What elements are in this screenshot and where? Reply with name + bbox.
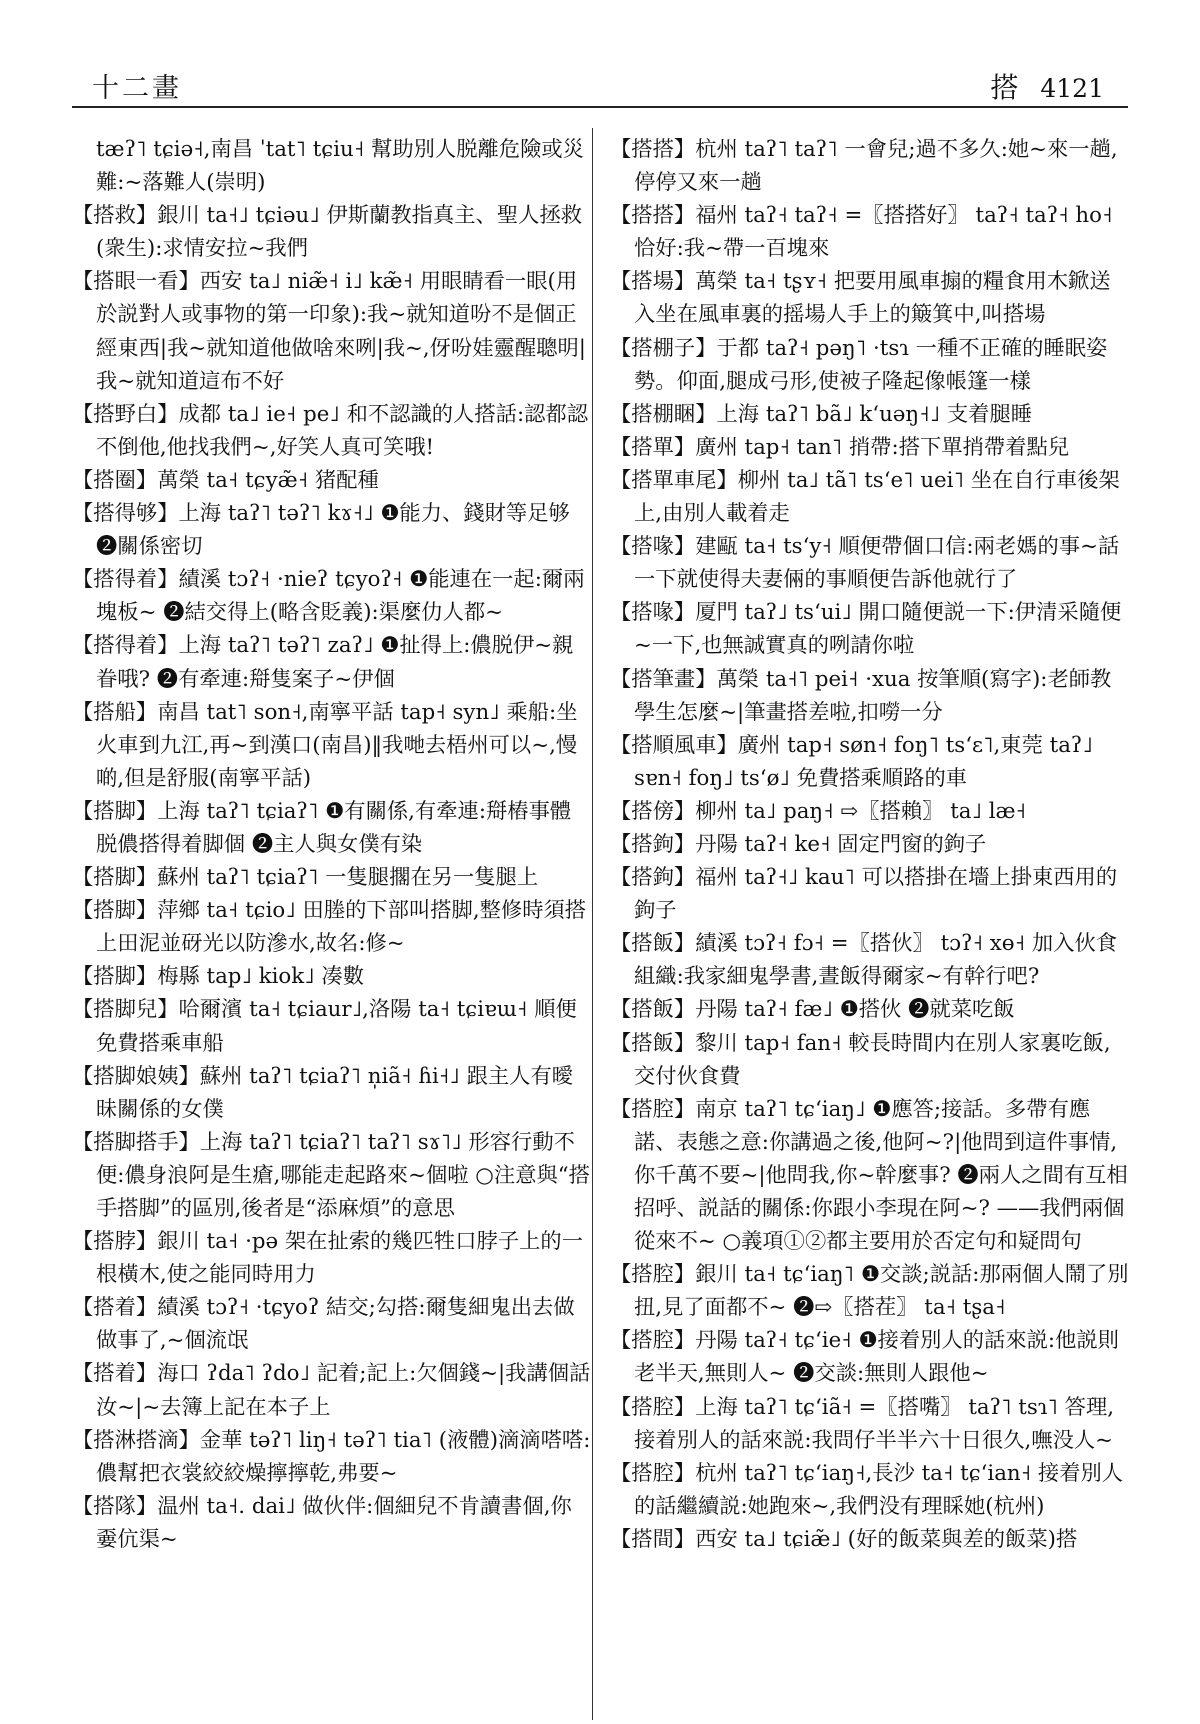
dictionary-entry: 【搭脚】萍鄉 ta˧ tɕio˩ 田塍的下部叫搭脚,整修時須搭上田泥並砑光以防滲水,故名:修~	[72, 898, 587, 957]
left-column	[72, 133, 592, 1556]
dictionary-entry: 【搭着】海口 ʔda˥ ʔdo˩ 記着;記上:欠個錢~|我講個話汝~|~去簿上記在本子上	[72, 1361, 591, 1420]
dictionary-entry: 【搭得着】上海 taʔ˥ təʔ˥ zaʔ˩ ❶扯得上:儂脱伊~親眷哦? ❷有牽連:搿隻案子~伊個	[72, 633, 574, 692]
dictionary-entry: tæʔ˥ tɕiə˧,南昌 ˈtat˥ tɕiu˧ 幫助別人脱離危險或災難:~落難人(崇明)	[96, 137, 584, 196]
dictionary-entry: 【搭腔】丹陽 taʔ˧ tɕʻie˧ ❶接着別人的話來説:他説則老半天,無則人~ ❷交談:無則人跟他~	[610, 1328, 1119, 1387]
dictionary-entry: 【搭脚搭手】上海 taʔ˥ tɕiaʔ˥ taʔ˥ sɤ˥˩ 形容行動不便:儂身浪阿是生瘡,哪能走起路來~個啦 ○注意與“搭手搭脚”的區別,後者是“添麻煩”的意思	[72, 1129, 590, 1221]
dictionary-entry: 【搭飯】黎川 tap˧ fan˧ 較長時間内在別人家裏吃飯,交付伙食費	[610, 1030, 1111, 1089]
dictionary-entry: 【搭單車尾】柳州 ta˩ tã˥ tsʻe˥ uei˥ 坐在自行車後架上,由別人載着走	[610, 467, 1120, 527]
dictionary-entry: 【搭着】績溪 tɔʔ˧ ·tɕyoʔ 結交;勾搭:爾隻細鬼出去做做事了,~個流氓	[72, 1295, 575, 1354]
dictionary-entry: 【搭順風車】廣州 tap˧ søn˧ foŋ˥ tsʻɛ˥,東莞 taʔ˩ sɐn˧ foŋ˩ tsʻø˩ 免費搭乘順路的車	[610, 732, 1093, 791]
page-header	[990, 66, 1104, 106]
dictionary-entry: 【搭淋搭滴】金華 təʔ˥ liŋ˧ təʔ˥ tia˥ (液體)滴滴嗒嗒:儂幫把衣裳絞絞燥擰擰乾,弗要~	[72, 1427, 591, 1486]
header-character: 搭	[990, 71, 1019, 104]
dictionary-entry: 【搭搭】杭州 taʔ˥ taʔ˥ 一會兒;過不多久:她~來一趟,停停又來一趟	[610, 137, 1118, 196]
dictionary-entry: 【搭喙】建甌 ta˧ tsʻy˧ 順便帶個口信:兩老媽的事~話一下就使得夫妻倆的事順便告訴他就行了	[610, 534, 1120, 593]
dictionary-entry: 【搭脚娘姨】蘇州 taʔ˥ tɕiaʔ˥ n̩iã˧ ɦi˧˩ 跟主人有曖昧關係的女僕	[72, 1063, 574, 1122]
dictionary-entry: 【搭棚睏】上海 taʔ˥ bã˩ kʻuəŋ˧˩ 支着腿睡	[610, 401, 1033, 427]
dictionary-entry: 【搭腔】南京 taʔ˥ tɕʻiaŋ˩ ❶應答;接話。多帶有應諾、表態之意:你講過之後,他阿~?|他問到這件事情,你千萬不要~|他問我,你~幹麼事? ❷兩人之間有互相招呼、説話的關係:你跟小李現在阿~? ——我們兩個從來不~ ○義項①②都主要用於否定句和疑問句	[610, 1096, 1128, 1255]
dictionary-entry: 【搭得够】上海 taʔ˥ təʔ˥ kɤ˧˩ ❶能力、錢財等足够 ❷關係密切	[72, 501, 570, 560]
dictionary-entry: 【搭腔】銀川 ta˧ tɕʻiaŋ˥ ❶交談;説話:那兩個人鬧了別扭,見了面都不~ ❷⇨〖搭茬〗 ta˧ tʂa˧	[610, 1262, 1129, 1321]
dictionary-entry: 【搭棚子】于都 taʔ˧ pəŋ˥ ·tsɿ 一種不正確的睡眠姿勢。仰面,腿成弓形,使被子隆起像帳篷一樣	[610, 335, 1108, 394]
dictionary-entry: 【搭脖】銀川 ta˧ ·pə 架在扯索的幾匹牲口脖子上的一根橫木,使之能同時用力	[72, 1229, 584, 1288]
dictionary-entry: 【搭傍】柳州 ta˩ paŋ˧ ⇨〖搭賴〗 ta˩ læ˧	[610, 798, 1027, 824]
dictionary-entry: 【搭脚】梅縣 tap˩ kiok˩ 凑數	[72, 964, 365, 990]
column-divider	[592, 128, 593, 1720]
dictionary-entry: 【搭筆畫】萬榮 ta˧˥ pei˧ ·xua 按筆順(寫字):老師教學生怎麼~|筆畫搭差啦,扣嘮一分	[610, 666, 1112, 725]
dictionary-entry: 【搭脚】上海 taʔ˥ tɕiaʔ˥ ❶有關係,有牽連:搿樁事體脱儂搭得着脚個 ❷主人與女僕有染	[72, 798, 572, 857]
dictionary-entry: 【搭間】西安 ta˩ tɕiæ̃˩ (好的飯菜與差的飯菜)搭	[610, 1526, 1078, 1552]
dictionary-entry: 【搭救】銀川 ta˧˩ tɕiəu˩ 伊斯蘭教指真主、聖人拯救(衆生):求情安拉~我們	[72, 203, 583, 262]
dictionary-entry: 【搭腔】杭州 taʔ˥ tɕʻiaŋ˧,長沙 ta˧ tɕʻian˧ 接着別人的話繼續説:她跑來~,我們没有理睬她(杭州)	[610, 1460, 1124, 1519]
dictionary-entry: 【搭脚兒】哈爾濱 ta˧ tɕiaur˩,洛陽 ta˧ tɕiɐɯ˧ 順便免費搭乘車船	[72, 997, 577, 1056]
dictionary-entry: 【搭脚】蘇州 taʔ˥ tɕiaʔ˥ 一隻腿擱在另一隻腿上	[72, 865, 539, 891]
dictionary-entry: 【搭飯】丹陽 taʔ˧ fæ˩ ❶搭伙 ❷就菜吃飯	[610, 997, 1015, 1023]
dictionary-entry: 【搭隊】温州 ta˧. dai˩ 做伙伴:個細兒不肯讀書個,你嫑伉渠~	[72, 1493, 572, 1552]
dictionary-entry: 【搭單】廣州 tap˧ tan˥ 捎帶:搭下單捎帶着點兒	[610, 434, 1070, 460]
dictionary-entry: 【搭鉤】福州 taʔ˧˩ kau˥ 可以搭掛在墻上掛東西用的鉤子	[610, 865, 1118, 924]
dictionary-entry: 【搭鉤】丹陽 taʔ˧ ke˧ 固定門窗的鉤子	[610, 831, 987, 857]
dictionary-entry: 【搭飯】績溪 tɔʔ˧ fɔ˧ =〖搭伙〗 tɔʔ˧ xɵ˧ 加入伙食組織:我家細鬼學書,晝飯得爾家~有幹行吧?	[610, 931, 1118, 990]
dictionary-entry: 【搭腔】上海 taʔ˥ tɕʻiã˧ =〖搭嘴〗 taʔ˥ tsɿ˥ 答理,接着別人的話來説:我問仔半半六十日很久,嘸没人~	[610, 1394, 1115, 1453]
dictionary-entry: 【搭場】萬榮 ta˧ tʂʏ˧ 把要用風車搧的糧食用木鍁送入坐在風車裏的摇場人手上的簸箕中,叫搭場	[610, 269, 1111, 328]
dictionary-entry: 【搭圈】萬榮 ta˧ tɕyæ̃˧ 猪配種	[72, 467, 379, 493]
dictionary-entry: 【搭喙】厦門 taʔ˩ tsʻui˩ 開口隨便説一下:伊清采隨便~一下,也無誠實真的咧請你啦	[610, 600, 1122, 659]
dictionary-entry: 【搭得着】績溪 tɔʔ˧ ·nieʔ tɕyoʔ˧ ❶能連在一起:爾兩塊板~ ❷結交得上(略含貶義):渠麼仂人都~	[72, 567, 585, 626]
page-number: 4121	[1040, 74, 1104, 103]
dictionary-entry: 【搭野白】成都 ta˩ ie˧ pe˩ 和不認識的人搭話:認都認不倒他,他找我們~,好笑人真可笑哦!	[72, 401, 589, 460]
section-header: 十二畫	[92, 73, 182, 104]
dictionary-entry: 【搭搭】福州 taʔ˧ taʔ˧ =〖搭搭好〗 taʔ˧ taʔ˧ ho˧ 恰好:我~帶一百塊來	[610, 203, 1113, 262]
header-rule	[72, 106, 1128, 108]
right-column	[610, 133, 1130, 1556]
dictionary-entry: 【搭船】南昌 tat˥ son˧,南寧平話 tap˧ syn˩ 乘船:坐火車到九江,再~到漢口(南昌)‖我哋去梧州可以~,慢啲,但是舒服(南寧平話)	[72, 699, 578, 791]
dictionary-entry: 【搭眼一看】西安 ta˩ niæ̃˧ i˩ kæ̃˧ 用眼睛看一眼(用於説對人或事物的第一印象):我~就知道吩不是個正經東西|我~就知道他做啥來咧|我~,伢吩娃靈醒聰明|我~就知道這布不好	[72, 269, 586, 394]
